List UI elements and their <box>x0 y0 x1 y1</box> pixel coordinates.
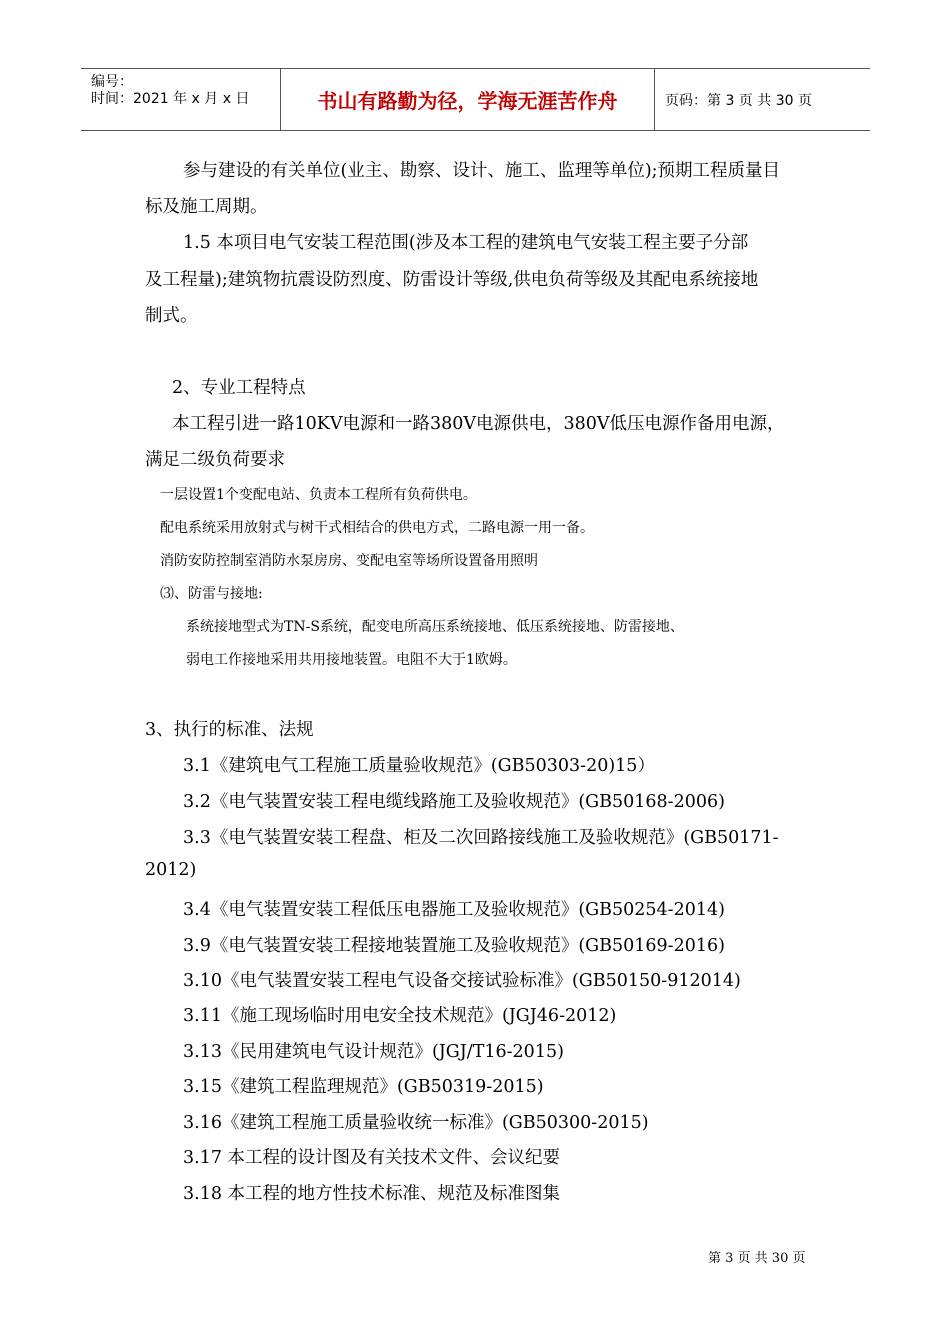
standard-item: 3.11《施工现场临时用电安全技术规范》(JGJ46-2012) <box>183 1006 617 1026</box>
subsection-heading: ⑶、防雷与接地: <box>160 586 263 602</box>
standard-item: 3.15《建筑工程监理规范》(GB50319-2015) <box>183 1077 544 1097</box>
document-date-label: 时间：2021 年 x 月 x 日 <box>91 91 250 107</box>
body-line: 制式。 <box>145 306 198 326</box>
header-motto: 书山有路勤为径，学海无涯苦作舟 <box>317 89 618 113</box>
body-line: 本工程引进一路10KV电源和一路380V电源供电，380V低压电源作备用电源， <box>172 414 785 434</box>
standard-item: 3.13《民用建筑电气设计规范》(JGJ/T16-2015) <box>183 1042 564 1062</box>
body-line: 一层设置1个变配电站、负责本工程所有负荷供电。 <box>160 487 477 503</box>
body-line: 消防安防控制室消防水泵房房、变配电室等场所设置备用照明 <box>160 553 538 569</box>
page-footer: 第 3 页 共 30 页 <box>708 1251 806 1266</box>
document-number-label: 编号： <box>91 74 133 90</box>
header-motto-cell <box>281 69 655 130</box>
standard-item: 3.10《电气装置安装工程电气设备交接试验标准》(GB50150-912014) <box>183 971 741 991</box>
body-line: 及工程量);建筑物抗震设防烈度、防雷设计等级,供电负荷等级及其配电系统接地 <box>145 270 759 290</box>
standard-item: 3.18 本工程的地方性技术标准、规范及标准图集 <box>183 1184 561 1204</box>
section-heading: 3、执行的标准、法规 <box>145 720 314 740</box>
standard-item: 3.2《电气装置安装工程电缆线路施工及验收规范》(GB50168-2006) <box>183 792 725 812</box>
body-line: 参与建设的有关单位(业主、勘察、设计、施工、监理等单位);预期工程质量目 <box>183 161 781 181</box>
standard-item: 3.17 本工程的设计图及有关技术文件、会议纪要 <box>183 1148 561 1168</box>
standard-item: 3.1《建筑电气工程施工质量验收规范》(GB50303-20)15） <box>183 756 655 776</box>
page-header <box>81 68 870 131</box>
body-line: 满足二级负荷要求 <box>145 450 285 470</box>
body-line: 配电系统采用放射式与树干式相结合的供电方式，二路电源一用一备。 <box>160 520 594 536</box>
section-heading: 2、专业工程特点 <box>172 378 306 398</box>
standard-item: 3.4《电气装置安装工程低压电器施工及验收规范》(GB50254-2014) <box>183 900 725 920</box>
body-line: 弱电工作接地采用共用接地装置。电阻不大于1欧姆。 <box>186 652 517 668</box>
standard-item: 3.9《电气装置安装工程接地装置施工及验收规范》(GB50169-2016) <box>183 936 725 956</box>
header-meta <box>81 69 281 130</box>
body-line: 标及施工周期。 <box>145 197 268 217</box>
standard-item: 3.3《电气装置安装工程盘、柜及二次回路接线施工及验收规范》(GB50171- <box>183 828 779 848</box>
standard-item: 3.16《建筑工程施工质量验收统一标准》(GB50300-2015) <box>183 1113 649 1133</box>
body-line: 1.5 本项目电气安装工程范围(涉及本工程的建筑电气安装工程主要子分部 <box>183 233 749 253</box>
header-page-label: 页码：第 3 页 共 30 页 <box>665 92 812 109</box>
body-line: 系统接地型式为TN-S系统，配变电所高压系统接地、低压系统接地、防雷接地、 <box>186 619 684 635</box>
standard-item-continued: 2012) <box>145 860 197 880</box>
header-page-cell <box>655 69 870 130</box>
